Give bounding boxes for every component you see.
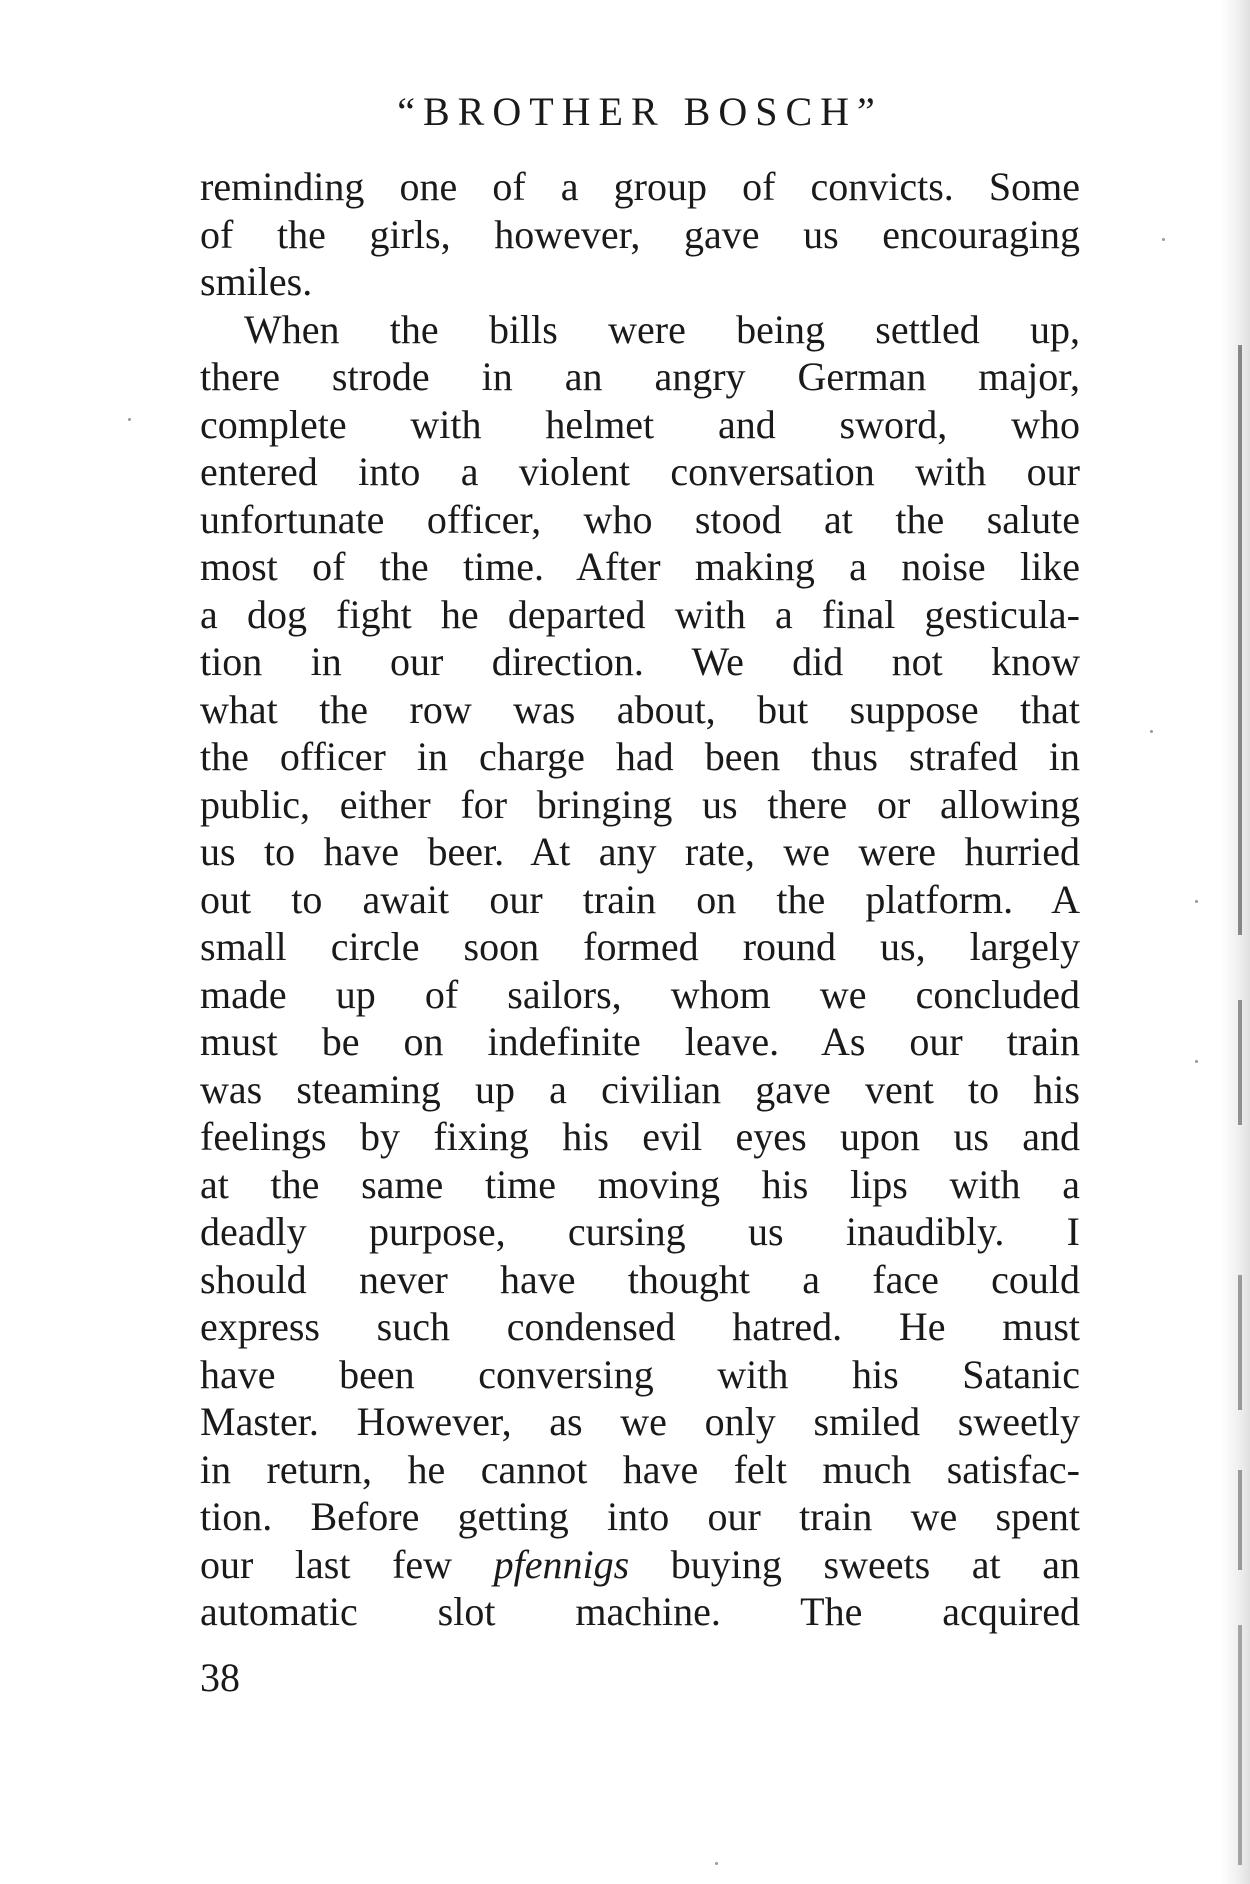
text-line: was steaming up a civilian gave vent to his [200,1066,1080,1112]
text-line: Master. However, as we only smiled sweetly [200,1399,1080,1444]
scan-speck [1195,1060,1198,1063]
text-line: at the same time moving his lips with a [200,1161,1080,1207]
scan-gutter-mark [1238,1625,1242,1865]
text-line: a dog fight he departed with a final gesticula- [200,591,1080,637]
text-line: express such condensed hatred. He must [200,1304,1080,1349]
body-text [200,163,1080,1636]
text-line: public, either for bringing us there or allowing [200,781,1080,827]
scan-speck [1195,900,1198,903]
text-line: tion. Before getting into our train we spent [200,1494,1080,1539]
text-line: in return, he cannot have felt much satisfac- [200,1446,1080,1492]
text-line: have been conversing with his Satanic [200,1351,1080,1397]
text-line: smiles. [200,259,313,304]
scan-gutter-mark [1238,1470,1242,1570]
text-line: the officer in charge had been thus strafed in [200,734,1080,779]
text-line: us to have beer. At any rate, we were hurried [200,829,1080,874]
page-number: 38 [200,1655,240,1700]
scan-gutter-mark [1238,345,1242,935]
text-line: feelings by fixing his evil eyes upon us and [200,1114,1080,1159]
running-head: “BROTHER BOSCH” [397,89,883,134]
text-line: most of the time. After making a noise like [200,544,1080,589]
scan-speck [1162,238,1165,241]
text-line: what the row was about, but suppose that [200,686,1080,732]
text-line: automatic slot machine. The acquired [200,1589,1080,1634]
text-line: of the girls, however, gave us encouraging [200,211,1080,257]
text-line: small circle soon formed round us, largely [200,924,1080,969]
text-line: deadly purpose, cursing us inaudibly. I [200,1209,1080,1254]
scan-speck [1150,730,1153,733]
text-line: When the bills were being settled up, [244,306,1080,352]
text-line: entered into a violent conversation with our [200,449,1080,494]
text-line: made up of sailors, whom we concluded [200,971,1080,1017]
scan-speck [128,418,131,421]
text-line: should never have thought a face could [200,1256,1080,1302]
scan-gutter-shadow [1220,0,1250,1884]
text-line: there strode in an angry German major, [200,354,1080,399]
scan-gutter-mark [1238,1275,1242,1410]
text-line: our last few pfennigs buying sweets at an [200,1541,1081,1587]
text-line: tion in our direction. We did not know [200,639,1080,684]
text-line: out to await our train on the platform. A [200,876,1080,922]
text-line: reminding one of a group of convicts. Some [200,164,1080,209]
text-line: must be on indefinite leave. As our train [200,1019,1080,1064]
scan-speck [715,1862,718,1865]
text-line: complete with helmet and sword, who [200,401,1080,447]
text-line: unfortunate officer, who stood at the salute [200,496,1080,542]
scan-gutter-mark [1238,1000,1242,1125]
